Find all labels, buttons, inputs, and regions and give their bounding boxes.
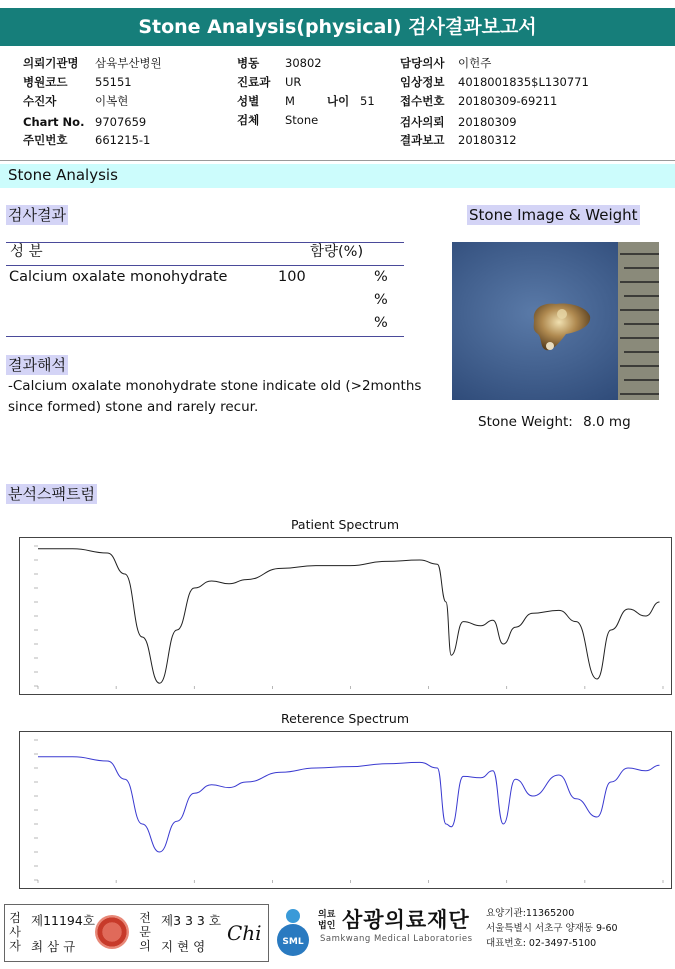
stone-photo-image xyxy=(452,242,659,400)
section-band-stone-analysis: Stone Analysis xyxy=(0,164,675,188)
specialist-signature: Chi xyxy=(227,921,262,945)
stone-photo xyxy=(452,242,659,400)
info-label-sex: 성별 xyxy=(237,94,260,108)
result-row-name: Calcium oxalate monohydrate xyxy=(9,269,228,285)
sml-logo-text: SML xyxy=(282,937,304,947)
reference-spectrum-svg xyxy=(20,732,671,888)
info-label-specimen: 검체 xyxy=(237,113,260,127)
info-value-institution: 삼육부산병원 xyxy=(95,56,162,70)
info-label-receipt-no: 접수번호 xyxy=(400,94,445,108)
patient-spectrum-title: Patient Spectrum xyxy=(290,517,400,532)
col-header-content: 함량(%) xyxy=(310,244,364,260)
info-value-doctor: 이헌주 xyxy=(458,56,492,70)
patient-spectrum-svg xyxy=(20,538,671,694)
result-heading: 검사결과 xyxy=(8,206,66,224)
info-value-report-date: 20180312 xyxy=(458,133,517,147)
address: 서울특별시 서초구 양재동 9-60 xyxy=(486,923,618,934)
brand-english: Samkwang Medical Laboratories xyxy=(320,934,473,944)
info-value-age: 51 xyxy=(360,94,375,108)
info-label-doctor: 담당의사 xyxy=(400,56,445,70)
info-label-institution: 의뢰기관명 xyxy=(23,56,79,70)
info-value-hospital-code: 55151 xyxy=(95,75,132,89)
signature-box xyxy=(4,904,269,962)
info-label-resident-no: 주민번호 xyxy=(23,133,68,147)
phone-number: 대표번호: 02-3497-5100 xyxy=(486,938,597,949)
result-row-unit: % xyxy=(374,315,388,331)
agency-number: 요양기관:11365200 xyxy=(486,908,575,919)
info-value-clinical-info: 4018001835$L130771 xyxy=(458,75,589,89)
info-label-clinical-info: 임상정보 xyxy=(400,75,445,89)
sml-logo-icon xyxy=(273,906,313,958)
col-header-component: 성 분 xyxy=(10,244,43,260)
info-value-patient: 이복현 xyxy=(95,94,129,108)
header-divider xyxy=(0,160,675,161)
info-label-age: 나이 xyxy=(327,94,350,108)
info-value-chart-no: 9707659 xyxy=(95,115,147,129)
footer xyxy=(0,902,675,969)
info-label-request-date: 검사의뢰 xyxy=(400,115,445,129)
brand-prefix-line2: 법인 xyxy=(318,921,336,931)
reference-spectrum-chart xyxy=(19,731,672,889)
specialist-label: 전문의 xyxy=(139,911,151,953)
patient-info xyxy=(0,54,675,150)
info-value-sex: M xyxy=(285,94,295,108)
info-value-ward: 30802 xyxy=(285,56,322,70)
specialist-name: 지 현 영 xyxy=(161,939,206,954)
info-value-request-date: 20180309 xyxy=(458,115,517,129)
info-label-hospital-code: 병원코드 xyxy=(23,75,68,89)
brand-prefix-line1: 의료 xyxy=(318,910,336,920)
result-row-unit: % xyxy=(374,269,388,285)
patient-spectrum-chart xyxy=(19,537,672,695)
spectrum-series-line xyxy=(38,549,660,683)
info-label-department: 진료과 xyxy=(237,75,271,89)
stone-weight-label: Stone Weight: xyxy=(478,414,573,430)
inspector-label: 검사자 xyxy=(9,911,21,953)
specialist-number: 제3 3 3 호 xyxy=(161,913,221,928)
spectrum-series-line xyxy=(38,757,660,852)
inspector-name: 최 삼 규 xyxy=(31,939,76,954)
brand-prefix xyxy=(318,910,335,932)
inspector-seal-icon xyxy=(95,915,129,949)
spectrum-heading: 분석스팩트럼 xyxy=(8,485,95,503)
inspector-number: 제11194호 xyxy=(31,913,95,928)
info-value-receipt-no: 20180309-69211 xyxy=(458,94,558,108)
table-header-line xyxy=(6,265,404,266)
info-label-report-date: 결과보고 xyxy=(400,133,445,147)
stone-weight xyxy=(478,414,631,430)
brand-name: 삼광의료재단 xyxy=(342,908,470,932)
info-label-patient: 수진자 xyxy=(23,94,57,108)
result-row-amount: 100 xyxy=(278,269,306,285)
interpretation-heading: 결과해석 xyxy=(8,356,66,374)
report-title: Stone Analysis(physical) 검사결과보고서 xyxy=(0,8,675,46)
reference-spectrum-title: Reterence Spectrum xyxy=(281,711,409,726)
brand-contact xyxy=(486,906,618,951)
info-value-resident-no: 661215-1 xyxy=(95,133,151,147)
stone-image-heading: Stone Image & Weight xyxy=(469,206,638,224)
info-label-ward: 병동 xyxy=(237,56,260,70)
info-value-specimen: Stone xyxy=(285,113,319,127)
table-bottom-line xyxy=(6,336,404,337)
result-row-unit: % xyxy=(374,292,388,308)
info-value-department: UR xyxy=(285,75,302,89)
info-label-chart-no: Chart No. xyxy=(23,115,85,129)
stone-weight-value: 8.0 mg xyxy=(583,414,631,430)
interpretation-text: -Calcium oxalate monohydrate stone indicate old (>2months since formed) stone and rarely recur. xyxy=(8,378,422,415)
